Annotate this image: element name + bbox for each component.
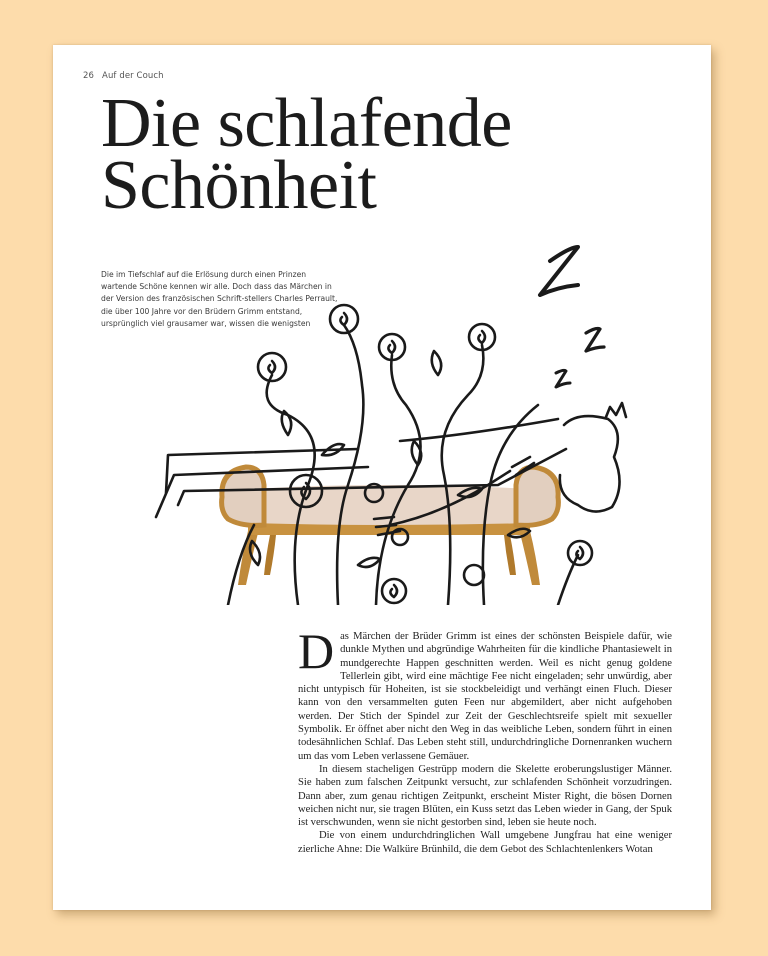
paragraph-3: Die von einem undurchdringlichen Wall umgebene Jungfrau hat eine weniger zierliche Ahne: Die Walküre Brünhild, die dem Gebot des Schlachtenlenkers Wotan [298,830,672,855]
page-number: 26 [83,71,95,81]
sleeping-beauty-illustration [138,235,638,605]
paragraph-1 [298,623,672,763]
page-header [83,71,164,81]
article-title [101,85,512,224]
drop-cap: D [298,623,335,679]
title-line-2: Schönheit [101,147,377,224]
paragraph-1-text: as Märchen der Brüder Grimm ist eines der schönsten Beispiele dafür, wie dunkle Mythen und abgründige Wahrheiten für die kindliche Phantasiewelt in mundgerechte Happen geschnitten werden. Weil es nicht genug goldene Tellerlein gibt, wird eine mächtige Fee nicht eingeladen; sehr unwürdig, aber nicht untypisch für Hoheiten, ist sie stockbeleidigt und verhängt einen Fluch. Dieser kann von den versammelten guten Feen nur abgemildert, aber nicht aufgehoben werden. Der Stich der Spindel zur Zeit der Geschlechtsreife spielt mit sexueller Symbolik. Er öffnet aber nicht den Weg in das weibliche Leben, sondern führt in einen todesähnlichen Schlaf. Das Leben steht still, undurchdringliche Dornenranken wuchern um das vom Leben verlassene Gemäuer. [298,631,672,762]
paragraph-2: In diesem stacheligen Gestrüpp modern die Skelette eroberungslustiger Männer. Sie haben zum falschen Zeitpunkt versucht, zur schlafenden Schönheit vorzudringen. Dann aber, zum genau richtigen Zeitpunkt, erscheint Mister Right, die bösen Dornen weichen nicht nur, sie tragen Blüten, ein Kuss setzt das Leben wieder in Gang, der Spuk ist verschwunden, wenn sie nicht gestorben sind, leben sie heute noch. [298,763,672,829]
section-name: Auf der Couch [102,71,164,81]
sleep-z-icon [540,247,604,387]
rose-vines-icon [156,305,626,605]
magazine-page [53,45,711,910]
title-line-1: Die schlafende [101,85,512,162]
article-lead: Die im Tiefschlaf auf die Erlösung durch einen Prinzen wartende Schöne kennen wir alle. Doch dass das Märchen in der Version des französischen Schrift-stellers Charles Perrault, die über 100 Jahre vor den Brüdern Grimm entstand, ursprünglich viel grausamer war, wissen die wenigsten [101,270,338,328]
article-body [298,623,672,856]
